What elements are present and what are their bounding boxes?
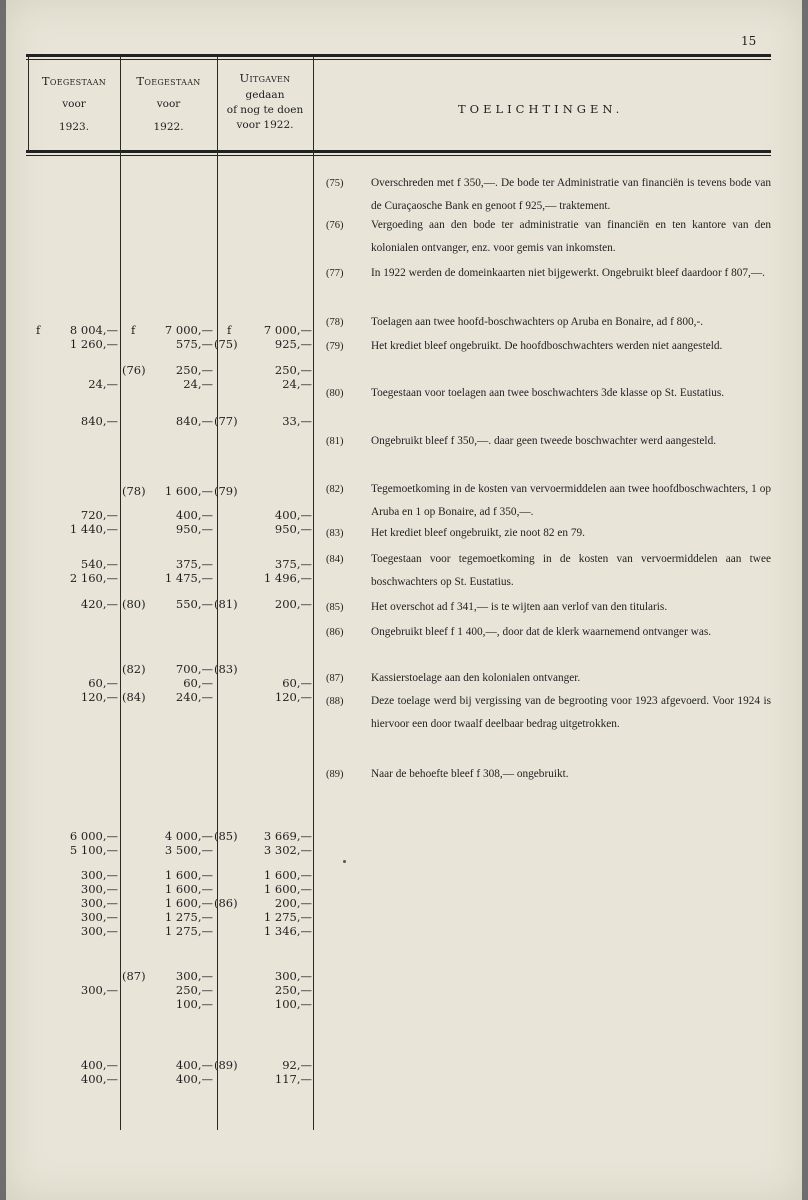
header-col-1922: Toegestaan voor 1922.: [136, 74, 201, 133]
note-text: Tegemoetkoming in de kosten van vervoermiddelen aan twee hoofdboschwachters, 1 op Aruba en 1 op Bonaire, ad f 350,—.: [371, 483, 771, 518]
column-line-1: [120, 57, 121, 1130]
note-number: (77): [326, 268, 344, 279]
note-ref: (78): [122, 484, 146, 498]
amount-1922: 400,—: [175, 1058, 213, 1072]
note-number: (83): [326, 528, 344, 539]
amount-1923: 400,—: [80, 1058, 118, 1072]
amount-1922: 1 275,—: [164, 924, 213, 938]
amount-1922: 400,—: [175, 1072, 213, 1086]
amount-spent: 33,—: [282, 414, 312, 428]
note-number: (81): [326, 436, 344, 447]
amount-1923: 300,—: [80, 882, 118, 896]
note-number: (85): [326, 602, 344, 613]
header-top-rule: [26, 54, 771, 57]
note-text: Deze toelage werd bij vergissing van de begrooting voor 1923 afgevoerd. Voor 1924 is hiervoor een door twaalf deelbaar bedrag uitgetrokken.: [371, 695, 771, 730]
note-ref: (89): [214, 1058, 238, 1072]
note-ref: (84): [122, 690, 146, 704]
note-item: [326, 335, 771, 358]
note-number: (76): [326, 220, 344, 231]
note-item: [326, 172, 771, 218]
note-text: Kassierstoelage aan den kolonialen ontvanger.: [371, 672, 581, 684]
note-text: Het krediet bleef ongebruikt, zie noot 82 en 79.: [371, 527, 585, 539]
amount-1922: 1 600,—: [164, 484, 213, 498]
note-item: [326, 522, 771, 545]
amount-1922: 60,—: [183, 676, 213, 690]
amount-spent: 250,—: [274, 363, 312, 377]
header-bottom-rule-thin: [26, 155, 771, 156]
amount-spent: 375,—: [274, 557, 312, 571]
header-col-uitgaven: Uitgaven gedaan of nog te doen voor 1922.: [226, 71, 304, 131]
amount-1922: 100,—: [175, 997, 213, 1011]
note-text: Toelagen aan twee hoofd-boschwachters op Aruba en Bonaire, ad f 800,-.: [371, 316, 704, 328]
amount-1923: 300,—: [80, 896, 118, 910]
header-bottom-rule: [26, 150, 771, 153]
note-text: Toegestaan voor tegemoetkoming in de kosten van vervoermiddelen aan twee boschwachters op St. Eustatius.: [371, 553, 771, 588]
amount-1923: 300,—: [80, 910, 118, 924]
amount-spent: 400,—: [274, 508, 312, 522]
note-ref: (86): [214, 896, 238, 910]
note-number: (89): [326, 769, 344, 780]
note-text: Naar de behoefte bleef f 308,— ongebruikt.: [371, 768, 569, 780]
currency-marker-col3: f: [227, 323, 232, 337]
currency-marker-col2: f: [131, 323, 136, 337]
note-number: (75): [326, 178, 344, 189]
amount-spent: 120,—: [274, 690, 312, 704]
note-text: Toegestaan voor toelagen aan twee boschwachters 3de klasse op St. Eustatius.: [371, 387, 725, 399]
note-text: Overschreden met f 350,—. De bode ter Administratie van financiën is tevens bode van de Curaçaosche Bank en genoot f 925,— traktement.: [371, 177, 771, 212]
note-text: Vergoeding aan den bode ter administratie van financiën en ten kantore van den kolonialen ontvanger, enz. voor gemis van inkomsten.: [371, 219, 771, 254]
currency-marker-col1: f: [36, 323, 41, 337]
amount-1922: 1 600,—: [164, 882, 213, 896]
amount-1922: 575,—: [175, 337, 213, 351]
amount-spent: 24,—: [282, 377, 312, 391]
amount-1922: 1 475,—: [164, 571, 213, 585]
note-number: (86): [326, 627, 344, 638]
ink-speck: [343, 860, 346, 863]
note-ref: (85): [214, 829, 238, 843]
header-col-1923: Toegestaan voor 1923.: [41, 74, 107, 133]
amount-1922: 3 500,—: [164, 843, 213, 857]
header-toelichtingen: TOELICHTINGEN.: [458, 102, 624, 116]
page-number: 15: [741, 34, 757, 48]
amount-1923: 2 160,—: [69, 571, 118, 585]
note-item: [326, 214, 771, 260]
amount-1922: 950,—: [175, 522, 213, 536]
amount-1923: 720,—: [80, 508, 118, 522]
amount-1923: 300,—: [80, 924, 118, 938]
amount-1923: 6 000,—: [69, 829, 118, 843]
note-item: [326, 596, 771, 619]
note-item: [326, 667, 771, 690]
note-item: [326, 690, 771, 736]
amount-spent: 92,—: [282, 1058, 312, 1072]
amount-spent: 300,—: [274, 969, 312, 983]
amount-1923: 120,—: [80, 690, 118, 704]
note-text: In 1922 werden de domeinkaarten niet bijgewerkt. Ongebruikt bleef daardoor f 807,—.: [371, 267, 766, 279]
amount-spent: 200,—: [274, 597, 312, 611]
note-item: [326, 430, 771, 453]
amount-spent: 60,—: [282, 676, 312, 690]
note-ref: (77): [214, 414, 238, 428]
amount-1922: 250,—: [175, 363, 213, 377]
column-line-2: [217, 57, 218, 1130]
amount-1923: 8 004,—: [69, 323, 118, 337]
amount-spent: 7 000,—: [263, 323, 312, 337]
column-line-3: [313, 57, 314, 1130]
document-page: [6, 0, 802, 1200]
amount-spent: 1 496,—: [263, 571, 312, 585]
amount-1923: 5 100,—: [69, 843, 118, 857]
note-number: (84): [326, 554, 344, 565]
note-ref: (75): [214, 337, 238, 351]
note-ref: (83): [214, 662, 238, 676]
amount-spent: 200,—: [274, 896, 312, 910]
note-text: Ongebruikt bleef f 1 400,—, door dat de klerk waarnemend ontvanger was.: [371, 626, 712, 638]
note-item: [326, 621, 771, 644]
amount-spent: 950,—: [274, 522, 312, 536]
amount-1922: 24,—: [183, 377, 213, 391]
amount-1922: 550,—: [175, 597, 213, 611]
amount-spent: 1 600,—: [263, 882, 312, 896]
amount-1923: 840,—: [80, 414, 118, 428]
note-number: (78): [326, 317, 344, 328]
note-ref: (87): [122, 969, 146, 983]
note-item: [326, 548, 771, 594]
amount-spent: 100,—: [274, 997, 312, 1011]
note-number: (79): [326, 341, 344, 352]
amount-1922: 700,—: [175, 662, 213, 676]
note-text: Het overschot ad f 341,— is te wijten aan verlof van den titularis.: [371, 601, 668, 613]
note-item: [326, 478, 771, 524]
amount-spent: 925,—: [274, 337, 312, 351]
note-item: [326, 382, 771, 405]
header-top-rule-thin: [26, 59, 771, 60]
note-text: Het krediet bleef ongebruikt. De hoofdboschwachters werden niet aangesteld.: [371, 340, 723, 352]
amount-1922: 240,—: [175, 690, 213, 704]
amount-1923: 540,—: [80, 557, 118, 571]
amount-spent: 250,—: [274, 983, 312, 997]
amount-spent: 3 669,—: [263, 829, 312, 843]
note-ref: (76): [122, 363, 146, 377]
amount-1923: 1 260,—: [69, 337, 118, 351]
note-ref: (80): [122, 597, 146, 611]
amount-1923: 300,—: [80, 983, 118, 997]
note-ref: (82): [122, 662, 146, 676]
note-text: Ongebruikt bleef f 350,—. daar geen tweede boschwachter werd aangesteld.: [371, 435, 717, 447]
amount-1922: 840,—: [175, 414, 213, 428]
note-item: [326, 262, 771, 285]
amount-1923: 60,—: [88, 676, 118, 690]
amount-1923: 400,—: [80, 1072, 118, 1086]
amount-1922: 1 600,—: [164, 896, 213, 910]
note-number: (87): [326, 673, 344, 684]
amount-spent: 1 275,—: [263, 910, 312, 924]
amount-1923: 420,—: [80, 597, 118, 611]
note-ref: (81): [214, 597, 238, 611]
amount-1922: 375,—: [175, 557, 213, 571]
amount-spent: 1 346,—: [263, 924, 312, 938]
amount-1922: 1 275,—: [164, 910, 213, 924]
amount-1923: 300,—: [80, 868, 118, 882]
note-item: [326, 311, 771, 334]
amount-1923: 1 440,—: [69, 522, 118, 536]
note-number: (88): [326, 696, 344, 707]
amount-1922: 7 000,—: [164, 323, 213, 337]
note-number: (82): [326, 484, 344, 495]
note-item: [326, 763, 771, 786]
amount-1922: 1 600,—: [164, 868, 213, 882]
amount-1922: 300,—: [175, 969, 213, 983]
amount-spent: 1 600,—: [263, 868, 312, 882]
amount-1922: 4 000,—: [164, 829, 213, 843]
note-ref: (79): [214, 484, 238, 498]
amount-spent: 117,—: [274, 1072, 312, 1086]
amount-1923: 24,—: [88, 377, 118, 391]
amount-1922: 400,—: [175, 508, 213, 522]
amount-spent: 3 302,—: [263, 843, 312, 857]
note-number: (80): [326, 388, 344, 399]
amount-1922: 250,—: [175, 983, 213, 997]
